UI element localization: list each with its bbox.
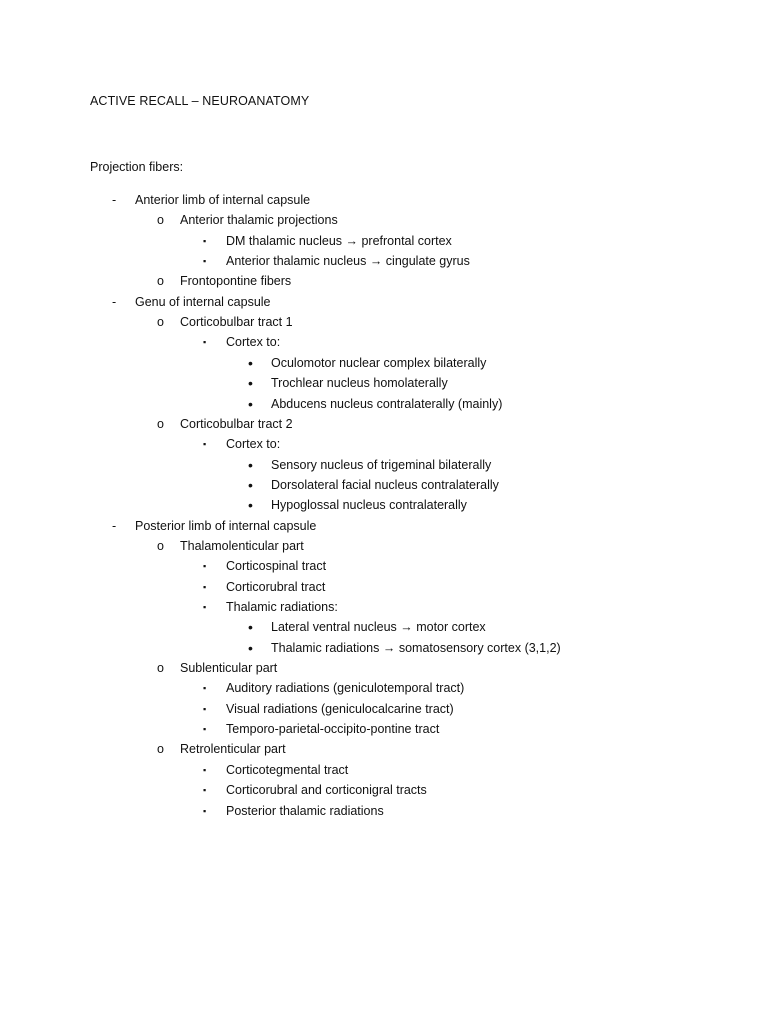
list-item-text: Retrolenticular part	[180, 742, 286, 757]
list-item-text: Thalamic radiations:	[226, 600, 338, 614]
section-heading: Projection fibers:	[90, 160, 184, 174]
list-item-text: Thalamolenticular part	[180, 538, 304, 553]
circle-bullet-icon: o	[157, 742, 164, 757]
dot-bullet-icon: •	[248, 354, 253, 371]
square-bullet-icon: ▪	[203, 235, 207, 246]
square-bullet-icon: ▪	[203, 561, 207, 572]
list-item-text: Sensory nucleus of trigeminal bilaterally	[271, 457, 492, 472]
list-item-text: Posterior thalamic radiations	[226, 803, 384, 818]
list-item-text: Hypoglossal nucleus contralaterally	[271, 498, 467, 513]
document-title: ACTIVE RECALL – NEUROANATOMY	[90, 94, 310, 108]
dash-bullet-icon: -	[112, 518, 117, 533]
list-item-text: Corticobulbar tract 2	[180, 416, 293, 431]
dot-bullet-icon: •	[248, 639, 253, 656]
list-item-text: Genu of internal capsule	[135, 294, 271, 309]
list-item-text: Corticotegmental tract	[226, 762, 349, 777]
list-item-text: Trochlear nucleus homolaterally	[271, 376, 448, 391]
list-item-text: Cortex to:	[226, 437, 281, 452]
list-item-text: Abducens nucleus contralaterally (mainly)	[271, 396, 503, 411]
square-bullet-icon: ▪	[203, 683, 207, 694]
dot-bullet-icon: •	[248, 456, 253, 473]
square-bullet-icon: ▪	[203, 703, 207, 714]
list-item-text: Temporo-parietal-occipito-pontine tract	[226, 722, 440, 737]
list-item-text: Cortex to:	[226, 335, 281, 350]
circle-bullet-icon: o	[157, 538, 164, 553]
dot-bullet-icon: •	[248, 476, 253, 493]
list-item-text: Lateral ventral nucleus → motor cortex	[271, 620, 486, 635]
square-bullet-icon: ▪	[203, 724, 207, 735]
circle-bullet-icon: o	[157, 315, 164, 330]
square-bullet-icon: ▪	[203, 439, 207, 450]
list-item-text: Corticospinal tract	[226, 559, 327, 574]
list-item-text: Dorsolateral facial nucleus contralaterally	[271, 477, 499, 492]
circle-bullet-icon: o	[157, 661, 164, 676]
dash-bullet-icon: -	[112, 294, 117, 309]
square-bullet-icon: ▪	[203, 785, 207, 796]
list-item-text: Anterior limb of internal capsule	[135, 193, 311, 207]
list-item-text: Posterior limb of internal capsule	[135, 518, 317, 533]
dot-bullet-icon: •	[248, 375, 253, 392]
square-bullet-icon: ▪	[203, 805, 207, 816]
square-bullet-icon: ▪	[203, 256, 207, 267]
list-item-text: Anterior thalamic nucleus → cingulate gyrus	[226, 254, 470, 269]
list-item-text: Anterior thalamic projections	[180, 213, 338, 228]
square-bullet-icon: ▪	[203, 764, 207, 775]
square-bullet-icon: ▪	[203, 581, 207, 592]
circle-bullet-icon: o	[157, 416, 164, 431]
list-item-text: DM thalamic nucleus → prefrontal cortex	[226, 233, 452, 248]
list-item-text: Frontopontine fibers	[180, 274, 292, 289]
list-item-text: Corticobulbar tract 1	[180, 315, 293, 330]
square-bullet-icon: ▪	[203, 337, 207, 348]
list-item-text: Thalamic radiations → somatosensory cortex (3,1,2)	[271, 640, 561, 655]
list-item-text: Corticorubral tract	[226, 579, 326, 594]
list-item-text: Corticorubral and corticonigral tracts	[226, 783, 427, 798]
list-item-text: Auditory radiations (geniculotemporal tract)	[226, 681, 465, 696]
circle-bullet-icon: o	[157, 274, 164, 289]
list-item-text: Sublenticular part	[180, 661, 278, 676]
dash-bullet-icon: -	[112, 193, 117, 207]
dot-bullet-icon: •	[248, 497, 253, 514]
square-bullet-icon: ▪	[203, 602, 207, 612]
circle-bullet-icon: o	[157, 213, 164, 228]
list-item-text: Oculomotor nuclear complex bilaterally	[271, 355, 487, 370]
list-item-text: Visual radiations (geniculocalcarine tract)	[226, 701, 454, 716]
dot-bullet-icon: •	[248, 619, 253, 636]
dot-bullet-icon: •	[248, 395, 253, 412]
